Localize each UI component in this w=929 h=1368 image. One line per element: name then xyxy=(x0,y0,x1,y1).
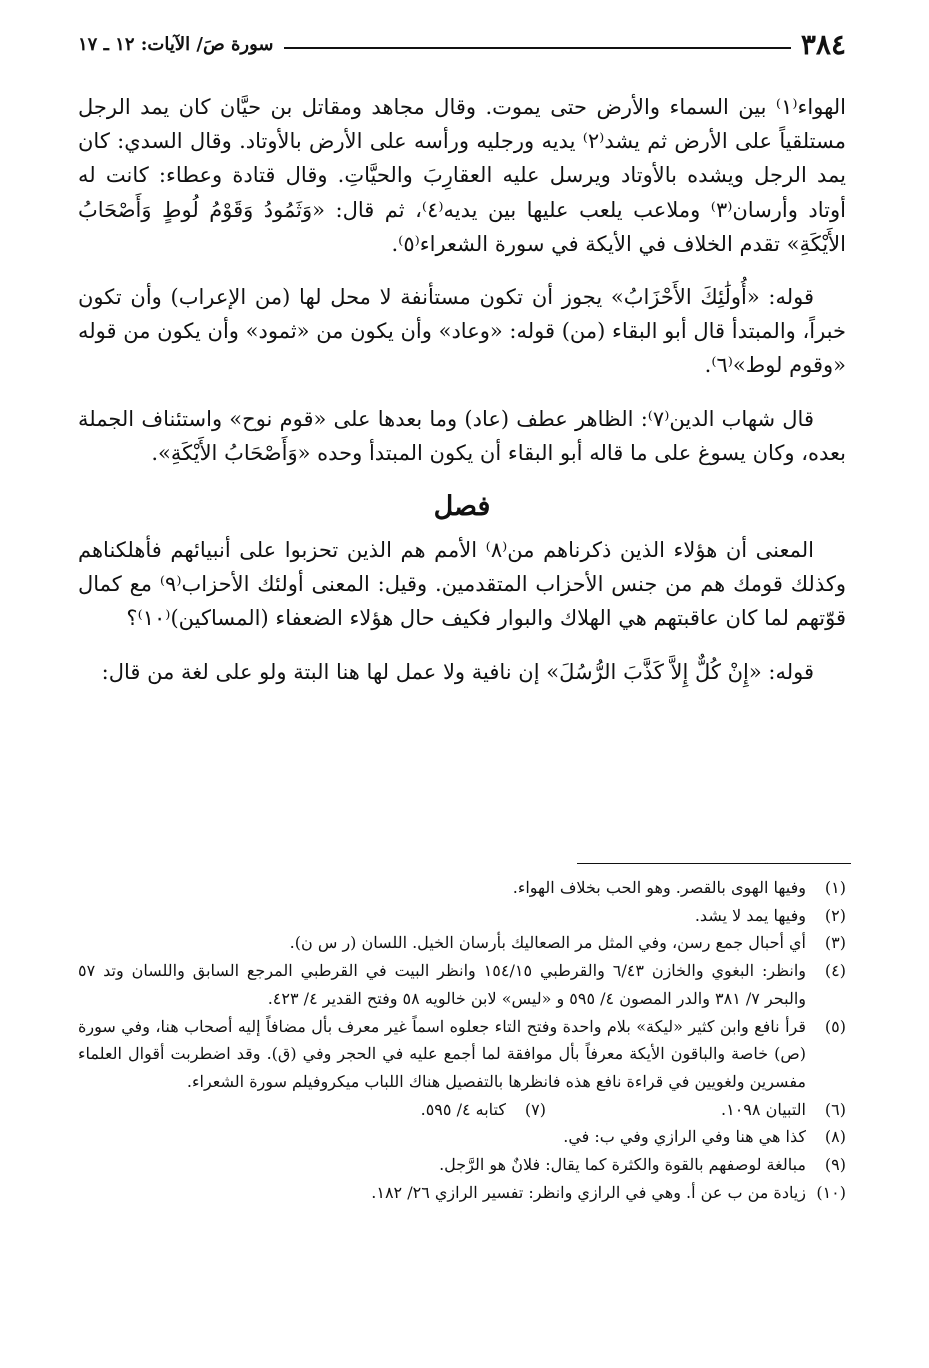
footnote-separator xyxy=(577,863,851,864)
paragraph: قوله: «أُولَٰئِكَ الأَحْزَابُ» يجوز أن تكون مستأنفة لا محل لها (من الإعراب) وأن تكون خبراً، والمبتدأ قال أبو البقاء (من) قوله: «وعاد» وأن يكون من «ثمود» وأن يكون من قوله «وقوم لوط»⁽٦⁾. xyxy=(78,285,846,378)
paragraph: الهواء⁽١⁾ بين السماء والأرض حتى يموت. وقال مجاهد ومقاتل بن حيَّان كان يمد الرجل مستلقياً على الأرض ثم يشد⁽٢⁾ يديه ورجليه ورأسه على الأرض بالأوتاد. وقال السدي: كان يمد الرجل ويشده بالأوتاد ويرسل عليه العقارِبَ والحيَّاتِ. وقال قتادة وعطاء: كانت له أوتاد وأرسان⁽٣⁾ وملاعب يلعب عليها بين يديه⁽٤⁾، ثم قال: «وَثَمُودُ وَقَوْمُ لُوطٍ وَأَصْحَابُ الأَيْكَةِ» تقدم الخلاف في الأيكة في سورة الشعراء⁽٥⁾. xyxy=(78,95,847,256)
footnote xyxy=(78,902,846,930)
page-header xyxy=(78,28,846,62)
footnote-number: (٢) xyxy=(824,905,846,925)
footnote-text: كذا هي هنا وفي الرازي وفي ب: في. xyxy=(563,1127,806,1147)
main-text xyxy=(78,90,846,708)
footnote-text: التبيان ١٠٩٨. xyxy=(721,1099,806,1119)
footnote-pair xyxy=(78,1096,846,1124)
footnote-number: (١) xyxy=(824,878,846,897)
footnote xyxy=(78,1151,846,1179)
footnote xyxy=(78,957,846,1012)
paragraph: المعنى أن هؤلاء الذين ذكرناهم من⁽٨⁾ الأمم هم الذين تحزبوا على أنبيائهم فأهلكناهم وكذلك قومك هم من جنس الأحزاب المتقدمين. وقيل: المعنى أولئك الأحزاب⁽٩⁾ مع كمال قوّتهم لما كان عاقبتهم هي الهلاك والبوار فكيف حال هؤلاء الضعفاء (المساكين)⁽١٠⁾؟ xyxy=(78,538,846,631)
header-rule xyxy=(284,47,791,49)
footnote-text: أي أحبال جمع رسن، وفي المثل مر الصعاليك بأرسان الخيل. اللسان (ر س ن). xyxy=(289,933,806,953)
footnote-number: (١٠) xyxy=(816,1182,846,1202)
running-title: سورة صَ/ الآيات: ١٢ ـ ١٧ xyxy=(78,34,274,55)
section-title: فصل xyxy=(433,491,491,523)
paragraph: قوله: «إِنْ كُلٌّ إِلاَّ كَذَّبَ الرُّسُلَ» إن نافية ولا عمل لها هنا البتة ولو على لغة من قال: xyxy=(101,659,814,684)
footnote-text: وفيها الهوى بالقصر. وهو الحب بخلاف الهواء. xyxy=(512,878,806,897)
footnote xyxy=(78,1123,846,1151)
footnote xyxy=(78,1179,846,1207)
footnote-text: قرأ نافع وابن كثير «ليكة» بلام واحدة وفتح التاء جعلوه اسماً غير معرف بأل مضافاً إليه أصحاب هنا، وفي سورة (ص) خاصة والباقون الأيكة معرفاً بأل موافقة لما أجمع عليه في الحجر وفي (ق). وقد اضطربت أقوال العلماء مفسرين ولغويين في قراءة نافع هذه فانظرها بالتفصيل هناك اللباب ميكروفيلم سورة الشعراء. xyxy=(78,1016,806,1091)
footnote-number: (٣) xyxy=(824,933,846,953)
footnote xyxy=(78,874,846,902)
footnote-number: (٨) xyxy=(824,1127,846,1147)
footnote-text: زيادة من ب عن أ. وهي في الرازي وانظر: تفسير الرازي ٢٦/ ١٨٢. xyxy=(371,1182,806,1202)
footnote-text: مبالغة لوصفهم بالقوة والكثرة كما يقال: فلانٌ هو الرَّجل. xyxy=(439,1155,806,1175)
footnote xyxy=(246,1096,546,1124)
footnote-text: كتابه ٤/ ٥٩٥. xyxy=(420,1099,506,1119)
page-number: ٣٨٤ xyxy=(800,28,846,61)
footnote-number: (٤) xyxy=(824,961,846,981)
footnote-text: وانظر: البغوي والخازن ٦/٤٣ والقرطبي ١٥٤/١٥ وانظر البيت في القرطبي المرجع السابق واللسان وتد ٥٧ والبحر ٧/ ٣٨١ والدر المصون ٤/ ٥٩٥ و «ليس» لابن خالويه ٥٨ وفتح القدير ٤/ ٤٢٣. xyxy=(78,961,807,1008)
footnote xyxy=(78,929,846,957)
footnotes xyxy=(78,874,846,1206)
footnote-text: وفيها يمد لا يشد. xyxy=(694,905,806,925)
footnote xyxy=(78,1013,846,1096)
footnote-number: (٦) xyxy=(824,1099,846,1119)
footnote-number: (٧) xyxy=(524,1099,546,1119)
paragraph: قال شهاب الدين⁽٧⁾: الظاهر عطف (عاد) وما بعدها على «قوم نوح» واستئناف الجملة بعده، وكان يسوغ على ما قاله أبو البقاء أن يكون المبتدأ وحده «وَأَصْحَابُ الأَيْكَةِ». xyxy=(78,406,846,465)
footnote-number: (٩) xyxy=(824,1155,846,1175)
footnote xyxy=(546,1096,846,1124)
footnote-number: (٥) xyxy=(824,1016,846,1036)
